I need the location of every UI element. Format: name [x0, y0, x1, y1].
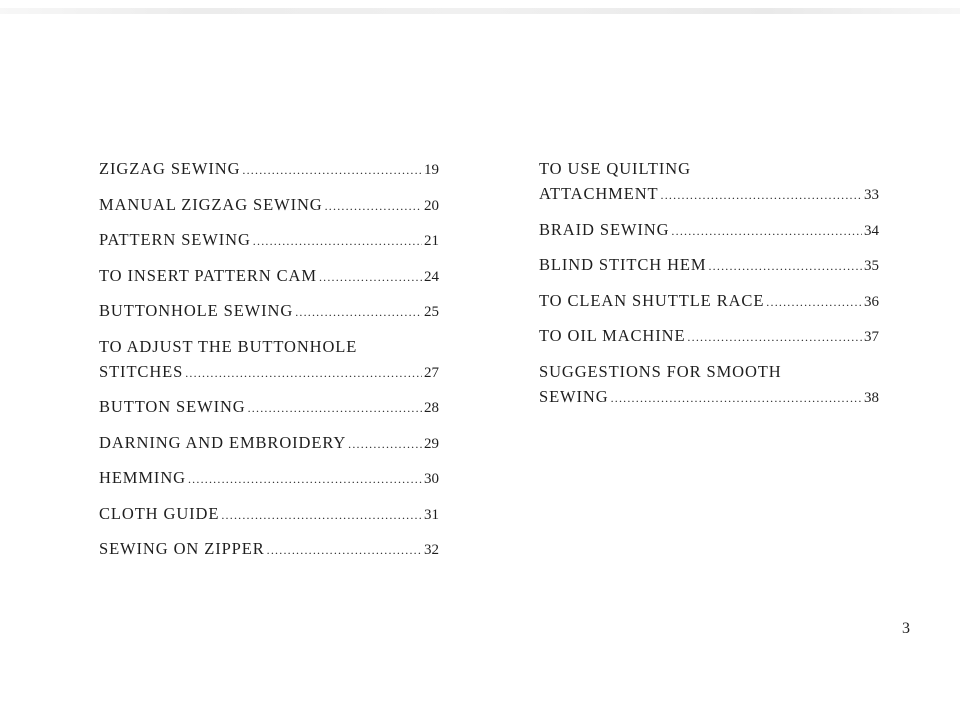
- toc-entry-page: 38: [864, 389, 879, 406]
- toc-right-column: [539, 156, 879, 419]
- toc-entry-row: [539, 252, 879, 279]
- toc-entry-page: 35: [864, 258, 879, 274]
- dot-leader: [319, 265, 422, 290]
- toc-entry-row: [99, 227, 439, 254]
- toc-entry-title: SEWING ON ZIPPER: [99, 539, 265, 558]
- toc-entry-title: BUTTONHOLE SEWING: [99, 301, 294, 320]
- toc-entry-page: 37: [864, 329, 879, 345]
- toc-entry-title: ZIGZAG SEWING: [99, 159, 241, 178]
- toc-entry-row: [539, 181, 879, 208]
- toc-entry: [99, 501, 439, 528]
- toc-entry-page: 24: [424, 268, 439, 285]
- toc-entry: [99, 394, 439, 421]
- toc-entry-page: 27: [424, 364, 439, 381]
- toc-entry-row: [99, 394, 439, 421]
- toc-entry-title: TO OIL MACHINE: [539, 326, 686, 345]
- toc-entry-title: HEMMING: [99, 468, 186, 487]
- dot-leader: [708, 254, 862, 279]
- toc-entry-row: [539, 323, 879, 350]
- toc-entry-title: BLIND STITCH HEM: [539, 255, 707, 274]
- dot-leader: [325, 194, 422, 219]
- toc-entry-row: [539, 384, 879, 411]
- toc-entry-title: MANUAL ZIGZAG SEWING: [99, 194, 323, 214]
- toc-entry-page: 20: [424, 197, 439, 214]
- toc-entry-title: TO INSERT PATTERN CAM: [99, 265, 317, 285]
- toc-entry-page: 19: [424, 162, 439, 178]
- toc-left-column: [99, 156, 439, 572]
- toc-entry-title: BUTTON SEWING: [99, 397, 246, 416]
- toc-entry-title-line: TO USE QUILTING: [539, 159, 691, 178]
- toc-entry: [99, 334, 439, 386]
- toc-entry: [539, 252, 879, 279]
- toc-entry: [539, 323, 879, 350]
- toc-entry-page: 36: [864, 293, 879, 310]
- toc-entry-page: 31: [424, 506, 439, 523]
- toc-entry: [99, 263, 439, 290]
- toc-entry-title: BRAID SEWING: [539, 219, 670, 239]
- toc-entry: [99, 430, 439, 457]
- dot-leader: [611, 386, 862, 411]
- dot-leader: [185, 361, 422, 386]
- toc-entry-row: [99, 192, 439, 219]
- toc-entry-page: 30: [424, 471, 439, 487]
- toc-entry-title: STITCHES: [99, 361, 184, 381]
- toc-entry-page: 34: [864, 222, 879, 239]
- dot-leader: [188, 467, 422, 492]
- toc-entry-title-line: TO ADJUST THE BUTTONHOLE: [99, 336, 358, 356]
- toc-entry: [99, 156, 439, 183]
- dot-leader: [766, 290, 862, 315]
- toc-entry-row: [99, 430, 439, 457]
- toc-entry-row: [99, 156, 439, 183]
- toc-entry: [99, 227, 439, 254]
- toc-entry-page: 21: [424, 233, 439, 249]
- toc-entry-page: 28: [424, 400, 439, 416]
- toc-entry-row: [99, 359, 439, 386]
- page-number: 3: [902, 620, 910, 637]
- dot-leader: [253, 229, 422, 254]
- toc-entry: [99, 192, 439, 219]
- toc-entry-page: 25: [424, 304, 439, 320]
- toc-entry-title-line: SUGGESTIONS FOR SMOOTH: [539, 361, 782, 381]
- dot-leader: [671, 219, 862, 244]
- toc-entry-title: ATTACHMENT: [539, 184, 659, 203]
- toc-entry: [99, 465, 439, 492]
- toc-entry-row: [99, 298, 439, 325]
- dot-leader: [295, 300, 422, 325]
- dot-leader: [221, 503, 422, 528]
- toc-entry: [539, 359, 879, 411]
- toc-entry-title: DARNING AND EMBROIDERY: [99, 432, 347, 452]
- toc-entry-row: [539, 288, 879, 315]
- toc-entry: [539, 217, 879, 244]
- dot-leader: [348, 432, 422, 457]
- toc-entry: [99, 536, 439, 563]
- toc-entry-title: TO CLEAN SHUTTLE RACE: [539, 290, 765, 310]
- dot-leader: [267, 538, 422, 563]
- dot-leader: [242, 158, 422, 183]
- toc-entry-page: 33: [864, 187, 879, 203]
- toc-entry-row: [539, 217, 879, 244]
- toc-entry-title: SEWING: [539, 386, 609, 406]
- dot-leader: [687, 325, 862, 350]
- toc-entry-row: [99, 263, 439, 290]
- toc-entry-title: PATTERN SEWING: [99, 230, 251, 249]
- scan-edge: [0, 8, 960, 14]
- toc-entry-row: [99, 465, 439, 492]
- toc-entry-title: CLOTH GUIDE: [99, 503, 220, 523]
- toc-entry-row: [99, 536, 439, 563]
- toc-entry-row: [99, 501, 439, 528]
- dot-leader: [661, 183, 862, 208]
- toc-entry: [539, 288, 879, 315]
- dot-leader: [248, 396, 422, 421]
- toc-entry-page: 29: [424, 435, 439, 452]
- toc-entry: [539, 156, 879, 208]
- toc-entry-page: 32: [424, 542, 439, 558]
- toc-entry: [99, 298, 439, 325]
